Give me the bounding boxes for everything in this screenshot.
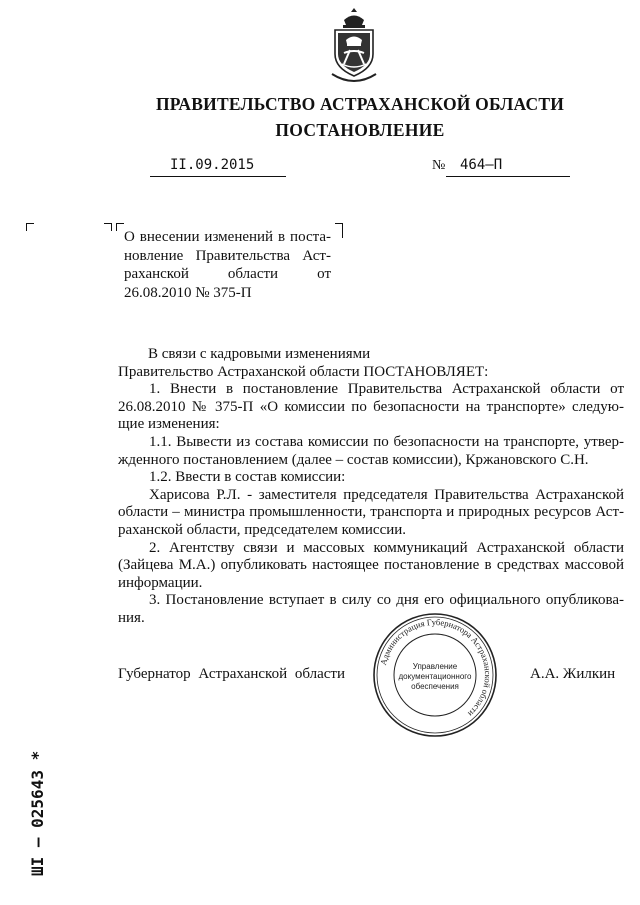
- item-1: 1. Внести в постановление Правительства Астраханской области от 26.08.2010 № 375-П «О комиссии по безопасности на транспорте» следую-щие изменения:: [118, 381, 624, 433]
- item-1-1: 1.1. Вывести из состава комиссии по безопасности на транспорте, утвер-жденного постановлением (далее – состав комиссии), Кржановского С.Н.: [118, 433, 624, 468]
- subject-line: 26.08.2010 № 375-П: [124, 284, 252, 301]
- signatory-role: Губернатор Астраханской области: [118, 666, 346, 682]
- number-sign: №: [432, 158, 446, 173]
- seal-inner-line: документационного: [398, 672, 472, 681]
- corner-mark-subject-end: [335, 223, 343, 238]
- organization-title: ПРАВИТЕЛЬСТВО АСТРАХАНСКОЙ ОБЛАСТИ: [155, 94, 565, 114]
- corner-mark-subject-start: [116, 223, 124, 231]
- document-body: [118, 346, 624, 628]
- seal-inner-line: Управление: [412, 662, 458, 671]
- document-date: II.09.2015: [150, 157, 286, 177]
- item-1-2: 1.2. Ввести в состав комиссии:: [149, 469, 346, 486]
- signatory-name: А.А. Жилкин: [530, 666, 616, 682]
- document-type: ПОСТАНОВЛЕНИЕ: [275, 120, 445, 140]
- seal-inner-line: обеспечения: [411, 682, 459, 691]
- item-3: 3. Постановление вступает в силу со дня его официального опубликова-ния.: [118, 592, 624, 626]
- item-1-2-text: Харисова Р.Л. - заместителя председателя Правительства Астраханской области – министра промышленности, транспорта и природных ресурсов Аст-раханской области, председателем комиссии.: [118, 486, 624, 538]
- coat-of-arms-emblem: [326, 6, 382, 86]
- serial-number-text: ШI – 025643 *: [28, 750, 47, 876]
- item-2: 2. Агентству связи и массовых коммуникаций Астраханской области (Зайцева М.А.) опубликовать настоящее постановление в средствах массовой информации.: [118, 539, 624, 591]
- subject-line: О внесении изменений в поста-: [124, 229, 331, 245]
- official-seal: [372, 612, 498, 738]
- subject-line: новление Правительства Аст-: [124, 247, 331, 264]
- subject-line: раханской области от: [124, 266, 331, 283]
- serial-number-stamp: [26, 718, 50, 878]
- seal-outer-text: Администрация Губернатора Астраханской области: [378, 616, 494, 719]
- corner-mark-left: [26, 223, 34, 231]
- resolution-line: Правительство Астраханской области ПОСТАНОВЛЯЕТ:: [118, 363, 489, 380]
- preamble-line: В связи с кадровыми изменениями: [148, 346, 371, 362]
- corner-mark-mid: [104, 223, 112, 231]
- document-number: 464–П: [446, 157, 570, 177]
- document-subject: [124, 228, 331, 302]
